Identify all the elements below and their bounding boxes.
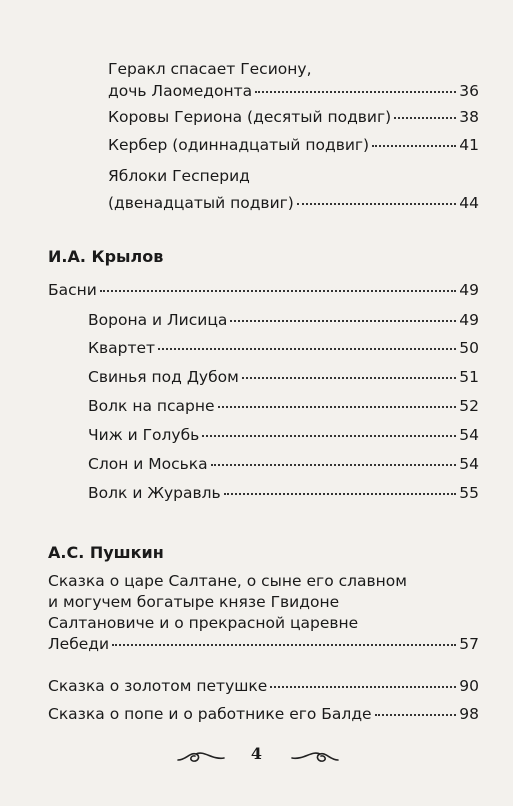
entry-title: Ворона и Лисица: [88, 311, 228, 329]
entry-title: Слон и Моська: [88, 455, 208, 473]
toc-entry: [88, 454, 479, 474]
toc-entry: [108, 107, 479, 127]
section-heading-krylov: И.А. Крылов: [48, 247, 164, 266]
dot-leader: [218, 405, 457, 408]
entry-title: Чиж и Голубь: [88, 426, 200, 444]
toc-entry: [48, 704, 479, 724]
page-number: 49: [459, 311, 479, 329]
page-number: 98: [459, 705, 479, 723]
dot-leader: [100, 289, 456, 292]
entry-title-line: Лебеди: [48, 635, 110, 653]
toc-group-entry: [48, 280, 479, 300]
toc-entry: [88, 338, 479, 358]
dot-leader: [372, 144, 456, 147]
page-number: 41: [459, 136, 479, 154]
entry-title-line: Яблоки Гесперид: [108, 167, 250, 185]
toc-entry: [88, 367, 479, 387]
entry-title-line: и могучем богатыре князе Гвидоне: [48, 593, 340, 611]
page-number: 49: [459, 281, 479, 299]
toc-entry: [108, 59, 479, 101]
toc-entry: [88, 483, 479, 503]
entry-title-line: Коровы Гериона (десятый подвиг): [108, 108, 392, 126]
toc-entry: [48, 571, 479, 655]
dot-leader: [224, 492, 457, 495]
entry-title: Сказка о золотом петушке: [48, 677, 268, 695]
page-number: 50: [459, 339, 479, 357]
entry-title: Свинья под Дубом: [88, 368, 239, 386]
page-number: 52: [459, 397, 479, 415]
right-flourish-icon: [290, 746, 340, 766]
dot-leader: [394, 116, 456, 119]
page-number: 44: [459, 194, 479, 212]
dot-leader: [375, 713, 457, 716]
dot-leader: [158, 347, 456, 350]
page-number: 38: [459, 108, 479, 126]
entry-title: Сказка о попе и о работнике его Балде: [48, 705, 372, 723]
entry-title: Волк и Журавль: [88, 484, 221, 502]
toc-entry: [108, 166, 479, 213]
entry-title-line: (двенадцатый подвиг): [108, 194, 294, 212]
section-heading-pushkin: А.С. Пушкин: [48, 543, 164, 562]
entry-title: Квартет: [88, 339, 156, 357]
dot-leader: [112, 643, 456, 646]
toc-entry: [88, 310, 479, 330]
page-number: 55: [459, 484, 479, 502]
dot-leader: [255, 90, 456, 93]
dot-leader: [242, 376, 456, 379]
page-number: 36: [459, 82, 479, 100]
toc-entry: [88, 396, 479, 416]
toc-entry: [88, 425, 479, 445]
dot-leader: [202, 434, 456, 437]
page-number: 90: [459, 677, 479, 695]
page-number: 54: [459, 455, 479, 473]
toc-entry: [48, 676, 479, 696]
entry-title: Волк на псарне: [88, 397, 215, 415]
page-number: 51: [459, 368, 479, 386]
toc-entry: [108, 135, 479, 155]
page-number: 57: [459, 635, 479, 653]
entry-title-line: Кербер (одиннадцатый подвиг): [108, 136, 370, 154]
page-number-footer: 4: [250, 744, 263, 763]
dot-leader: [270, 685, 456, 688]
entry-title-line: Сказка о царе Салтане, о сыне его славном: [48, 572, 407, 590]
dot-leader: [211, 463, 457, 466]
entry-title-line: дочь Лаомедонта: [108, 82, 253, 100]
page-number: 54: [459, 426, 479, 444]
group-title: Басни: [48, 281, 97, 299]
dot-leader: [297, 202, 456, 205]
entry-title-line: Салтановиче и о прекрасной царевне: [48, 614, 359, 632]
entry-title-line: Геракл спасает Гесиону,: [108, 60, 312, 78]
dot-leader: [230, 319, 456, 322]
